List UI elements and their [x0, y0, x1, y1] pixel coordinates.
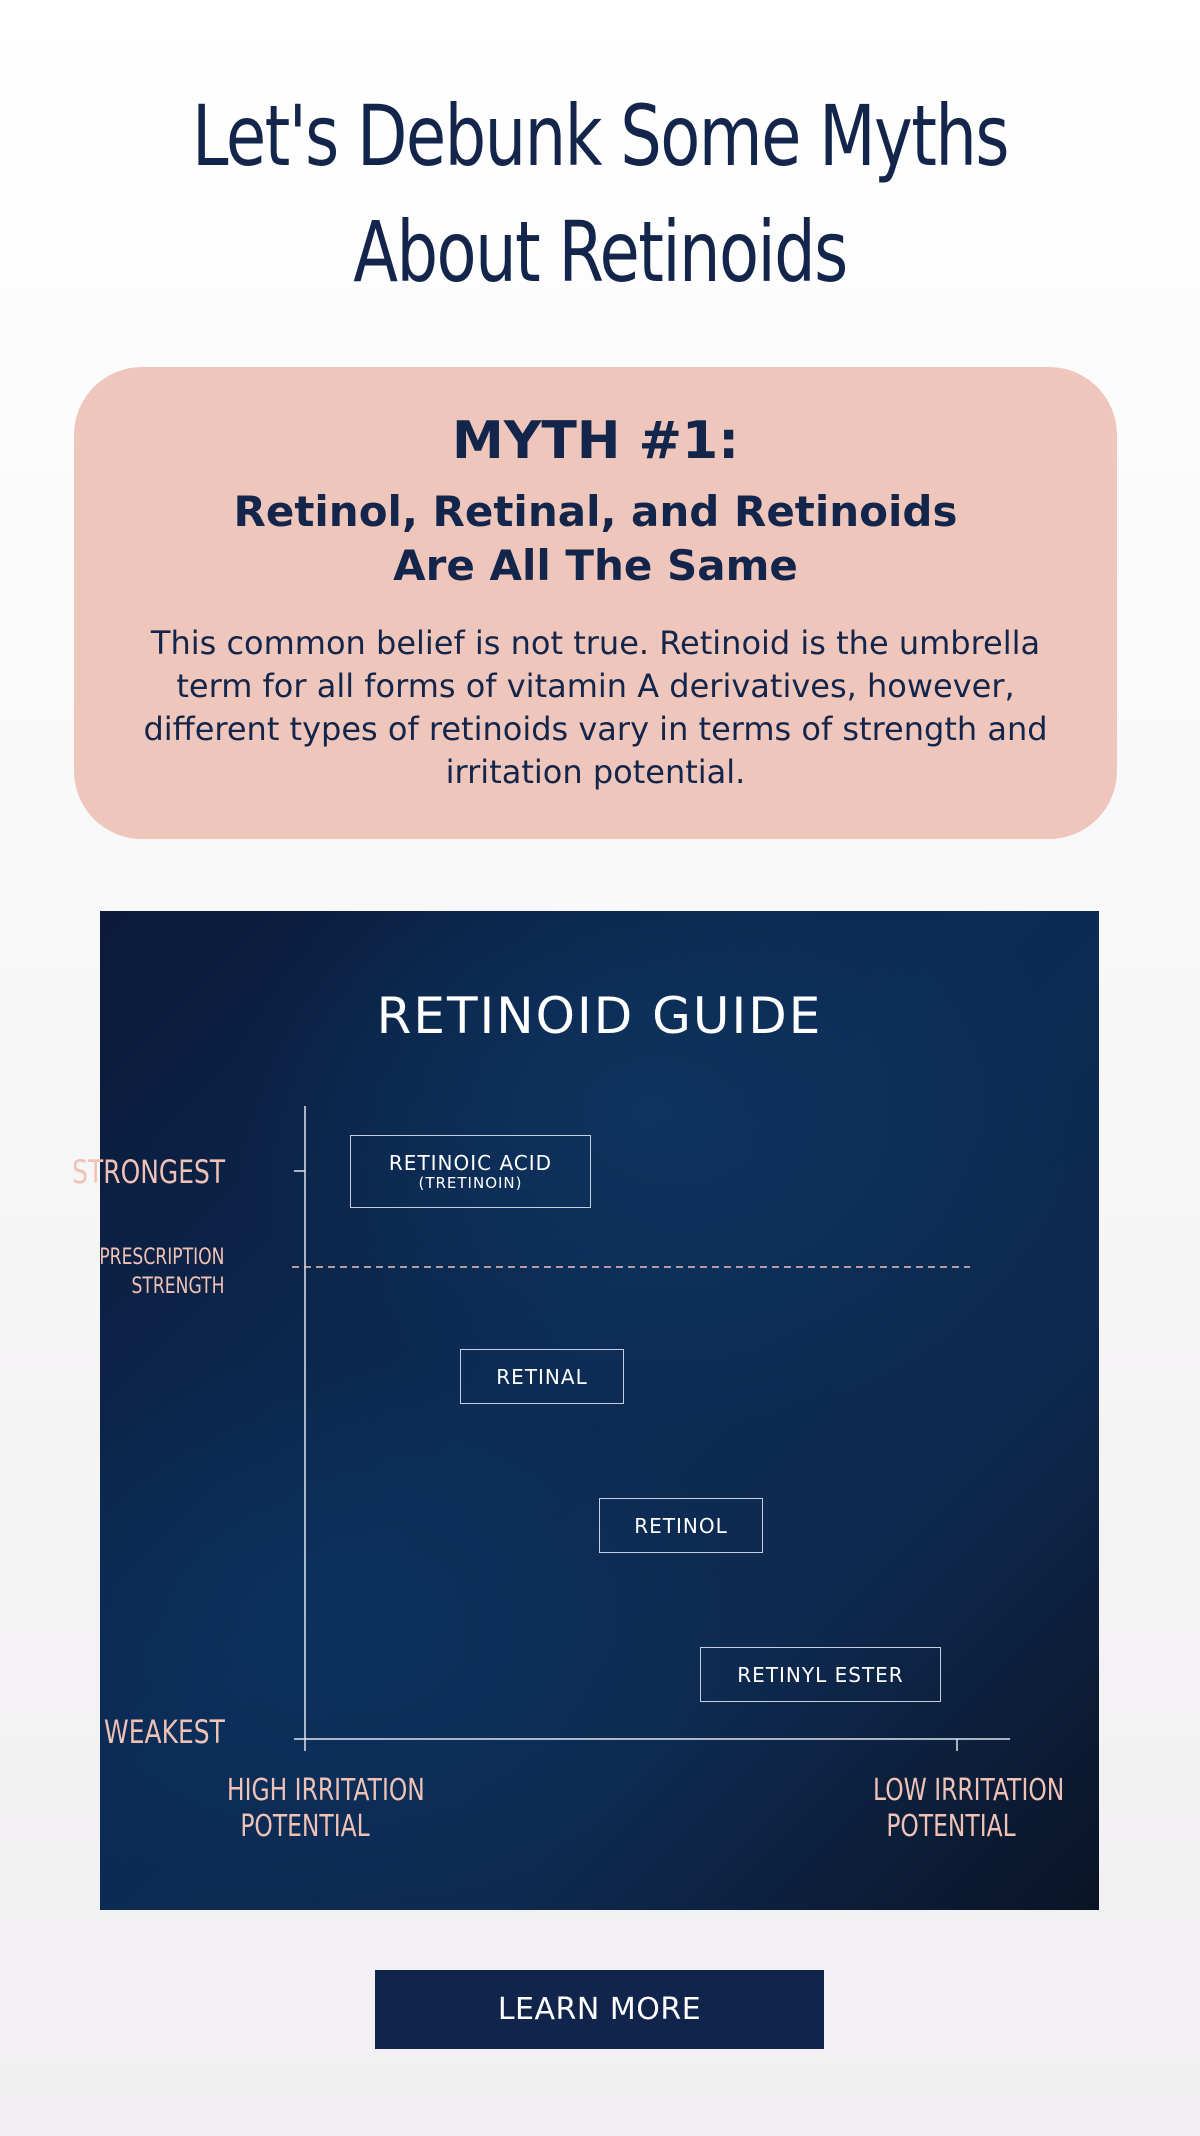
myth-statement [74, 485, 1117, 593]
prescription-strength-label [100, 1243, 225, 1301]
myth-card [74, 367, 1117, 839]
retinal-label: RETINAL [496, 1364, 588, 1389]
retinoid-guide-title: RETINOID GUIDE [376, 987, 823, 1045]
x-axis-label-high-irritation [227, 1773, 425, 1845]
retinal-box [460, 1349, 624, 1404]
myth-number: MYTH #1: [451, 411, 740, 471]
learn-more-button[interactable]: LEARN MORE [375, 1970, 824, 2049]
retinoic-acid-box [350, 1135, 591, 1208]
retinol-label: RETINOL [634, 1513, 728, 1538]
y-axis-label-weakest: WEAKEST [104, 1713, 225, 1751]
high-irritation-line-1: HIGH IRRITATION [227, 1773, 425, 1808]
myth-statement-line-1: Retinol, Retinal, and Retinoids [233, 487, 958, 536]
low-irritation-line-1: LOW IRRITATION [873, 1773, 1065, 1808]
retinoid-guide-axes [100, 911, 1099, 1910]
retinyl-ester-box [700, 1647, 941, 1702]
myth-body: This common belief is not true. Retinoid is the umbrella term for all forms of vitamin A derivatives, however, different types of retinoids vary in terms of strength and irritation potential. [143, 624, 1048, 791]
myth-statement-line-2: Are All The Same [393, 541, 798, 590]
retinoic-acid-label: RETINOIC ACID [388, 1150, 553, 1175]
retinyl-ester-label: RETINYL ESTER [737, 1662, 904, 1687]
page-title-line-2: About Retinoids [353, 203, 847, 301]
high-irritation-line-2: POTENTIAL [240, 1809, 370, 1844]
x-axis-label-low-irritation [873, 1773, 1065, 1845]
y-axis-label-strongest: STRONGEST [72, 1153, 225, 1191]
page-title-line-1: Let's Debunk Some Myths [192, 87, 1008, 185]
retinoid-guide-panel [72, 911, 1099, 1910]
retinol-box [599, 1498, 763, 1553]
page-title [132, 78, 1068, 310]
prescription-label-line-2: STRENGTH [131, 1274, 225, 1299]
tretinoin-label: (TRETINOIN) [418, 1173, 523, 1192]
low-irritation-line-2: POTENTIAL [886, 1809, 1016, 1844]
prescription-label-line-1: PRESCRIPTION [99, 1245, 225, 1270]
